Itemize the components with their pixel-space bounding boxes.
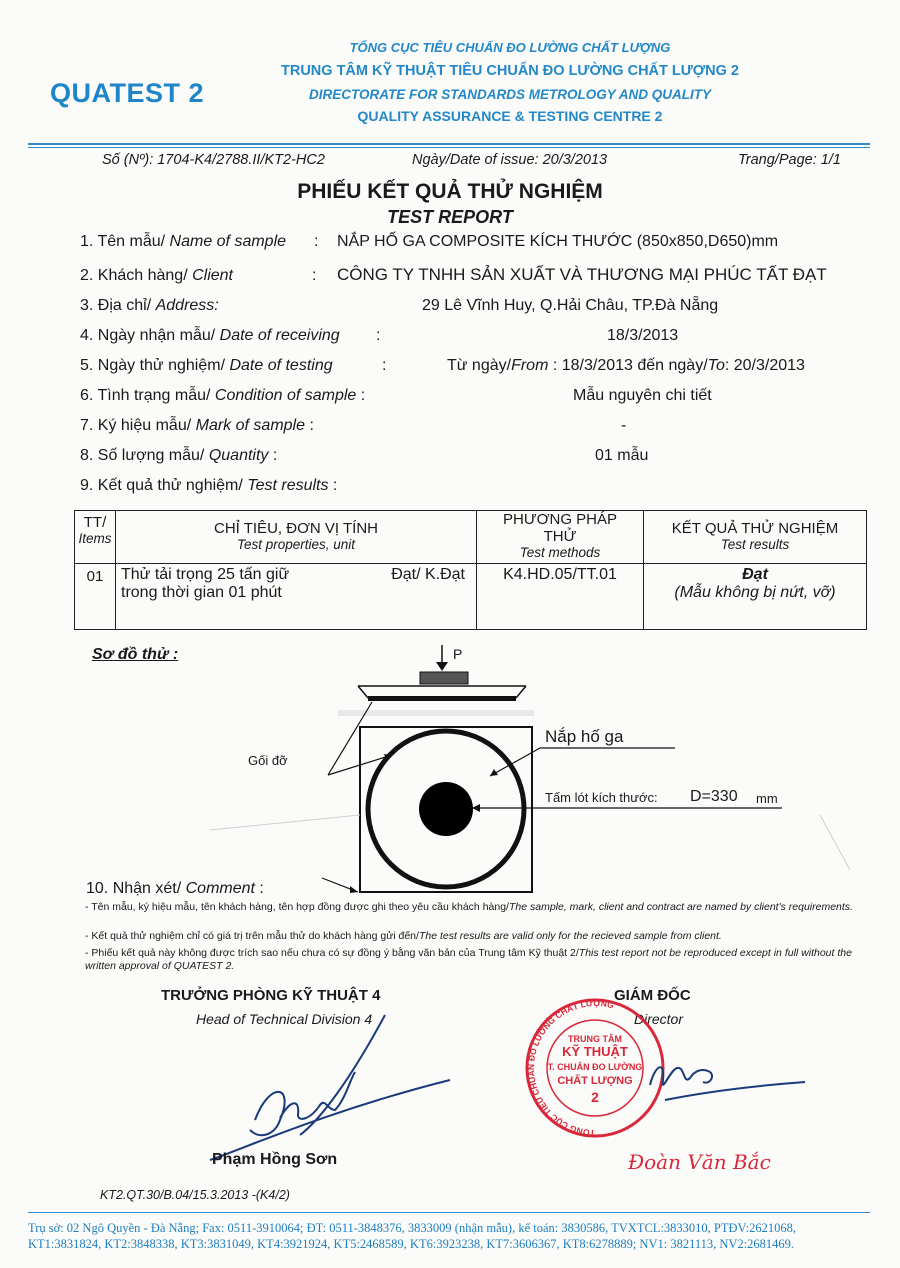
row-method: K4.HD.05/TT.01 <box>477 564 644 630</box>
header-line-3: DIRECTORATE FOR STANDARDS METROLOGY AND QUALITY <box>308 87 711 102</box>
page-number: Trang/Page: 1/1 <box>738 152 841 168</box>
right-signer-title: GIÁM ĐỐC <box>614 987 691 1004</box>
field-client-label: 2. Khách hàng/ Client <box>80 267 233 284</box>
header-line-2: TRUNG TÂM KỸ THUẬT TIÊU CHUẨN ĐO LƯỜNG CHẤT LƯỢNG 2 <box>281 63 739 79</box>
stamp-line-1: TRUNG TÂM <box>568 1034 622 1044</box>
field-sample-name-value: NẮP HỐ GA COMPOSITE KÍCH THƯỚC (850x850,D650)mm <box>337 233 779 250</box>
left-signer-title-en: Head of Technical Division 4 <box>196 1011 373 1027</box>
right-signer-name: Đoàn Văn Bắc <box>628 1150 771 1174</box>
load-pad <box>420 672 468 684</box>
row-item: 01 <box>75 564 116 630</box>
field-quantity-value: 01 mẫu <box>595 447 649 464</box>
field-testing-label: 5. Ngày thử nghiệm/ Date of testing <box>80 357 333 374</box>
comment-label: 10. Nhận xét/ Comment : <box>86 880 264 897</box>
cover-plate <box>368 696 516 701</box>
field-address-label: 3. Địa chỉ/ Address: <box>80 297 219 314</box>
pad-label: Tấm lót kích thước: <box>545 790 658 805</box>
header-line-1: TỔNG CỤC TIÊU CHUẨN ĐO LƯỜNG CHẤT LƯỢNG <box>349 40 671 55</box>
left-signer-title: TRƯỞNG PHÒNG KỸ THUẬT 4 <box>161 987 381 1004</box>
issue-date: Ngày/Date of issue: 20/3/2013 <box>412 152 608 168</box>
note-1: - Tên mẫu, ký hiệu mẫu, tên khách hàng, tên hợp đồng được ghi theo yêu cầu khách hàng/The sample, mark, client and contract are named by client's requirements. <box>85 901 853 913</box>
diagram-heading: Sơ đồ thử : <box>92 646 179 663</box>
field-condition-label: 6. Tình trạng mẫu/ Condition of sample : <box>80 387 366 404</box>
field-condition-value: Mẫu nguyên chi tiết <box>573 387 712 404</box>
report-title: PHIẾU KẾT QUẢ THỬ NGHIỆM <box>297 180 603 203</box>
field-testing-colon: : <box>382 357 387 374</box>
form-code: KT2.QT.30/B.04/15.3.2013 -(K4/2) <box>100 1188 290 1202</box>
note-3: - Phiếu kết quả này không được trích sao nếu chưa có sự đồng ý bằng văn bản của Trung tâm Kỹ thuật 2/This test report not be reproduced except in full without the written approval of QUATEST 2. <box>85 947 852 972</box>
header-methods: PHƯƠNG PHÁP THỬ Test methods <box>477 511 644 564</box>
row-result: Đạt (Mẫu không bị nứt, vỡ) <box>644 564 867 630</box>
left-signature <box>180 1010 480 1170</box>
field-address-value: 29 Lê Vĩnh Huy, Q.Hải Châu, TP.Đà Nẵng <box>422 297 719 314</box>
pad-value: D=330 <box>690 788 738 805</box>
note-2: - Kết quả thử nghiệm chỉ có giá trị trên mẫu thử do khách hàng gửi đến/The test results are valid only for the recieved sample from client. <box>85 930 722 942</box>
footer-line-2: KT1:3831824, KT2:3848338, KT3:3831049, KT4:3921924, KT5:2468589, KT6:3923238, KT7:3606367, KT8:6278889; NV1: 3821113, NV2:2681469. <box>28 1237 795 1251</box>
footer-line-1: Trụ sở: 02 Ngô Quyền - Đà Nẵng; Fax: 0511-3910064; ĐT: 0511-3848376, 3833009 (nhận mẫu), kế toán: 3830586, TVXTCL:3833010, PTĐV:2621068, <box>28 1221 796 1235</box>
field-received-value: 18/3/2013 <box>607 327 679 344</box>
cover-label: Nắp hố ga <box>545 727 624 746</box>
stamp-line-4: CHẤT LƯỢNG <box>557 1075 633 1087</box>
field-sample-name-label: 1. Tên mẫu/ Name of sample <box>80 233 287 250</box>
report-subtitle: TEST REPORT <box>387 207 513 227</box>
footer-rule <box>28 1212 870 1213</box>
support-label: Gối đỡ <box>248 753 288 768</box>
stamp-line-5: 2 <box>591 1089 599 1105</box>
director-signature <box>650 1067 805 1100</box>
table-header-row <box>75 511 867 564</box>
stamp-line-2: KỸ THUẬT <box>562 1044 628 1059</box>
header-rule <box>28 143 870 145</box>
stamp-line-3: T. CHUẨN ĐO LƯỜNG <box>547 1062 643 1072</box>
results-table <box>74 510 867 630</box>
official-stamp <box>515 990 815 1155</box>
header-properties: CHỈ TIÊU, ĐƠN VỊ TÍNH Test properties, unit <box>116 511 477 564</box>
row-property: Thử tải trọng 25 tấn giữ Đạt/ K.Đạt trong thời gian 01 phút <box>116 564 477 630</box>
stamp-ring-text: TỔNG CỤC TIÊU CHUẨN ĐO LƯỜNG CHẤT LƯỢNG <box>525 997 615 1139</box>
field-mark-value: - <box>621 417 627 434</box>
header-results: KẾT QUẢ THỬ NGHIỆM Test results <box>644 511 867 564</box>
field-received-label: 4. Ngày nhận mẫu/ Date of receiving <box>80 327 340 344</box>
field-received-colon: : <box>376 327 381 344</box>
logo: QUATEST 2 <box>50 78 205 108</box>
right-signer-title-en: Director <box>634 1011 684 1027</box>
load-arrow-head <box>436 662 448 671</box>
signature-stroke <box>210 1015 450 1160</box>
header-rule-thin <box>28 147 870 148</box>
field-testing-value: Từ ngày/From : 18/3/2013 đến ngày/To: 20/3/2013 <box>447 357 805 374</box>
field-sample-name-colon: : <box>314 233 319 250</box>
header-items: TT/ Items <box>75 511 116 564</box>
field-results-label: 9. Kết quả thử nghiệm/ Test results : <box>80 477 338 494</box>
test-diagram <box>0 630 900 900</box>
field-mark-label: 7. Ký hiệu mẫu/ Mark of sample : <box>80 417 314 434</box>
pad-circle <box>419 782 473 836</box>
field-client-value: CÔNG TY TNHH SẢN XUẤT VÀ THƯƠNG MẠI PHÚC TẤT ĐẠT <box>337 265 827 284</box>
footer <box>28 1220 878 1252</box>
pad-unit: mm <box>756 791 778 806</box>
header-line-4: QUALITY ASSURANCE & TESTING CENTRE 2 <box>357 108 663 124</box>
left-signer-name: Phạm Hồng Sơn <box>212 1151 338 1168</box>
field-client-colon: : <box>312 267 317 284</box>
load-label: P <box>453 646 463 662</box>
field-quantity-label: 8. Số lượng mẫu/ Quantity : <box>80 447 278 464</box>
table-row <box>75 564 867 630</box>
report-number: Số (Nº): 1704-K4/2788.II/KT2-HC2 <box>102 152 325 168</box>
